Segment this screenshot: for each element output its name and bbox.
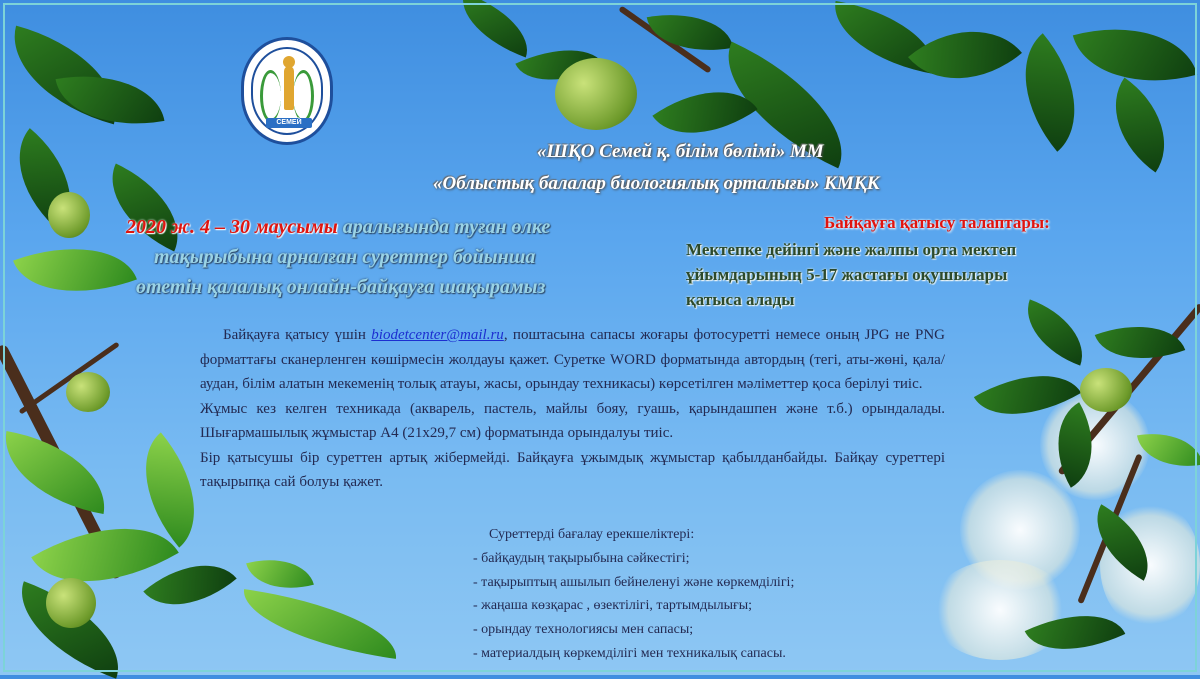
apple — [46, 578, 96, 628]
organization-logo — [241, 37, 333, 145]
invite-line-1 — [126, 214, 550, 240]
apple — [555, 58, 637, 130]
invite-line-2: тақырыбына арналған суреттер бойынша — [154, 246, 536, 268]
instructions-paragraph-1 — [200, 323, 945, 397]
requirements-title: Байқауға қатысу талаптары: — [824, 213, 1050, 232]
criteria-item: - тақырыптың ашылып бейнеленуі және көркемдiлiгi; — [473, 574, 795, 590]
apple — [48, 192, 90, 238]
invite-line-1-rest: аралығында туған өлке — [337, 216, 551, 238]
criteria-item: - орындау технологиясы мен сапасы; — [473, 622, 694, 638]
apple — [66, 372, 110, 412]
logo-ribbon — [266, 118, 312, 128]
leaf — [1014, 299, 1095, 365]
leaf — [237, 589, 402, 659]
contest-dates: 2020 ж. 4 – 30 маусымы — [126, 216, 338, 238]
leaf — [908, 0, 1022, 111]
org-line-2: «Облыстық балалар биологиялық орталығы» КМҚК — [433, 173, 880, 194]
criteria-title: Суреттерді бағалау ерекшеліктері: — [489, 527, 695, 542]
wreath-icon — [293, 70, 314, 122]
email-link[interactable]: biodetcenter@mail.ru — [371, 327, 504, 343]
requirements-text — [686, 237, 1016, 312]
leaf — [451, 0, 540, 57]
wreath-icon — [260, 70, 281, 122]
paragraph-text: , поштасына сапасы жоғары фотосуретті немесе оның JPG не PNG форматтағы сканерленген көшірмесін жолдауы қажет. Суретке WORD форматында автордың (тегі, аты-жөні, қала/аудан, білім алатын мекеменің толық атауы, жасы, орындау техникасы) көрсетілген мәліметтер қоса берілуі тиіс. — [200, 327, 946, 392]
requirements-line: Мектепке дейінгі және жалпы орта мектеп — [686, 240, 1017, 259]
logo-ribbon-text: СЕМЕЙ — [276, 119, 302, 126]
instructions-paragraph-2: Жұмыс кез келген техникада (акварель, пастель, майлы бояу, гуашь, қарындашпен және т.б.) орындалады. Шығармашылық жұмыстар А4 (21х29,7 см) форматында орындалуы тиіс. — [200, 400, 945, 441]
main-instructions — [200, 323, 945, 495]
paragraph-text: Байқауға қатысу үшін — [223, 327, 372, 343]
criteria-item: - материалдың көркемдiлiгi мен техникалық сапасы. — [473, 645, 786, 661]
instructions-paragraph-3: Бір қатысушы бір суреттен артық жібермейді. Байқауға ұжымдық жұмыстар қабылданбайды. Байқау суреттері тақырыпқа сай болуы қажет. — [200, 449, 945, 490]
requirements-line: ұйымдарының 5-17 жастағы оқушылары — [686, 265, 1008, 284]
child-figure-icon — [284, 66, 294, 110]
leaf — [0, 431, 115, 514]
org-line-1: «ШҚО Семей қ. білім бөлімі» ММ — [537, 141, 824, 162]
criteria-item: - байқаудың тақырыбына сәйкестігі; — [473, 550, 690, 566]
leaf — [13, 223, 137, 317]
apple — [1080, 368, 1132, 412]
leaf — [1090, 77, 1190, 172]
requirements-line: қатыса алады — [686, 290, 795, 309]
evaluation-criteria — [473, 523, 794, 666]
invite-line-3: өтетін қалалық онлайн-байқауға шақырамыз — [136, 276, 546, 298]
leaf — [1095, 308, 1186, 378]
criteria-item: - жаңаша көзқарас , өзектілігі, тартымдылығы; — [473, 598, 753, 614]
